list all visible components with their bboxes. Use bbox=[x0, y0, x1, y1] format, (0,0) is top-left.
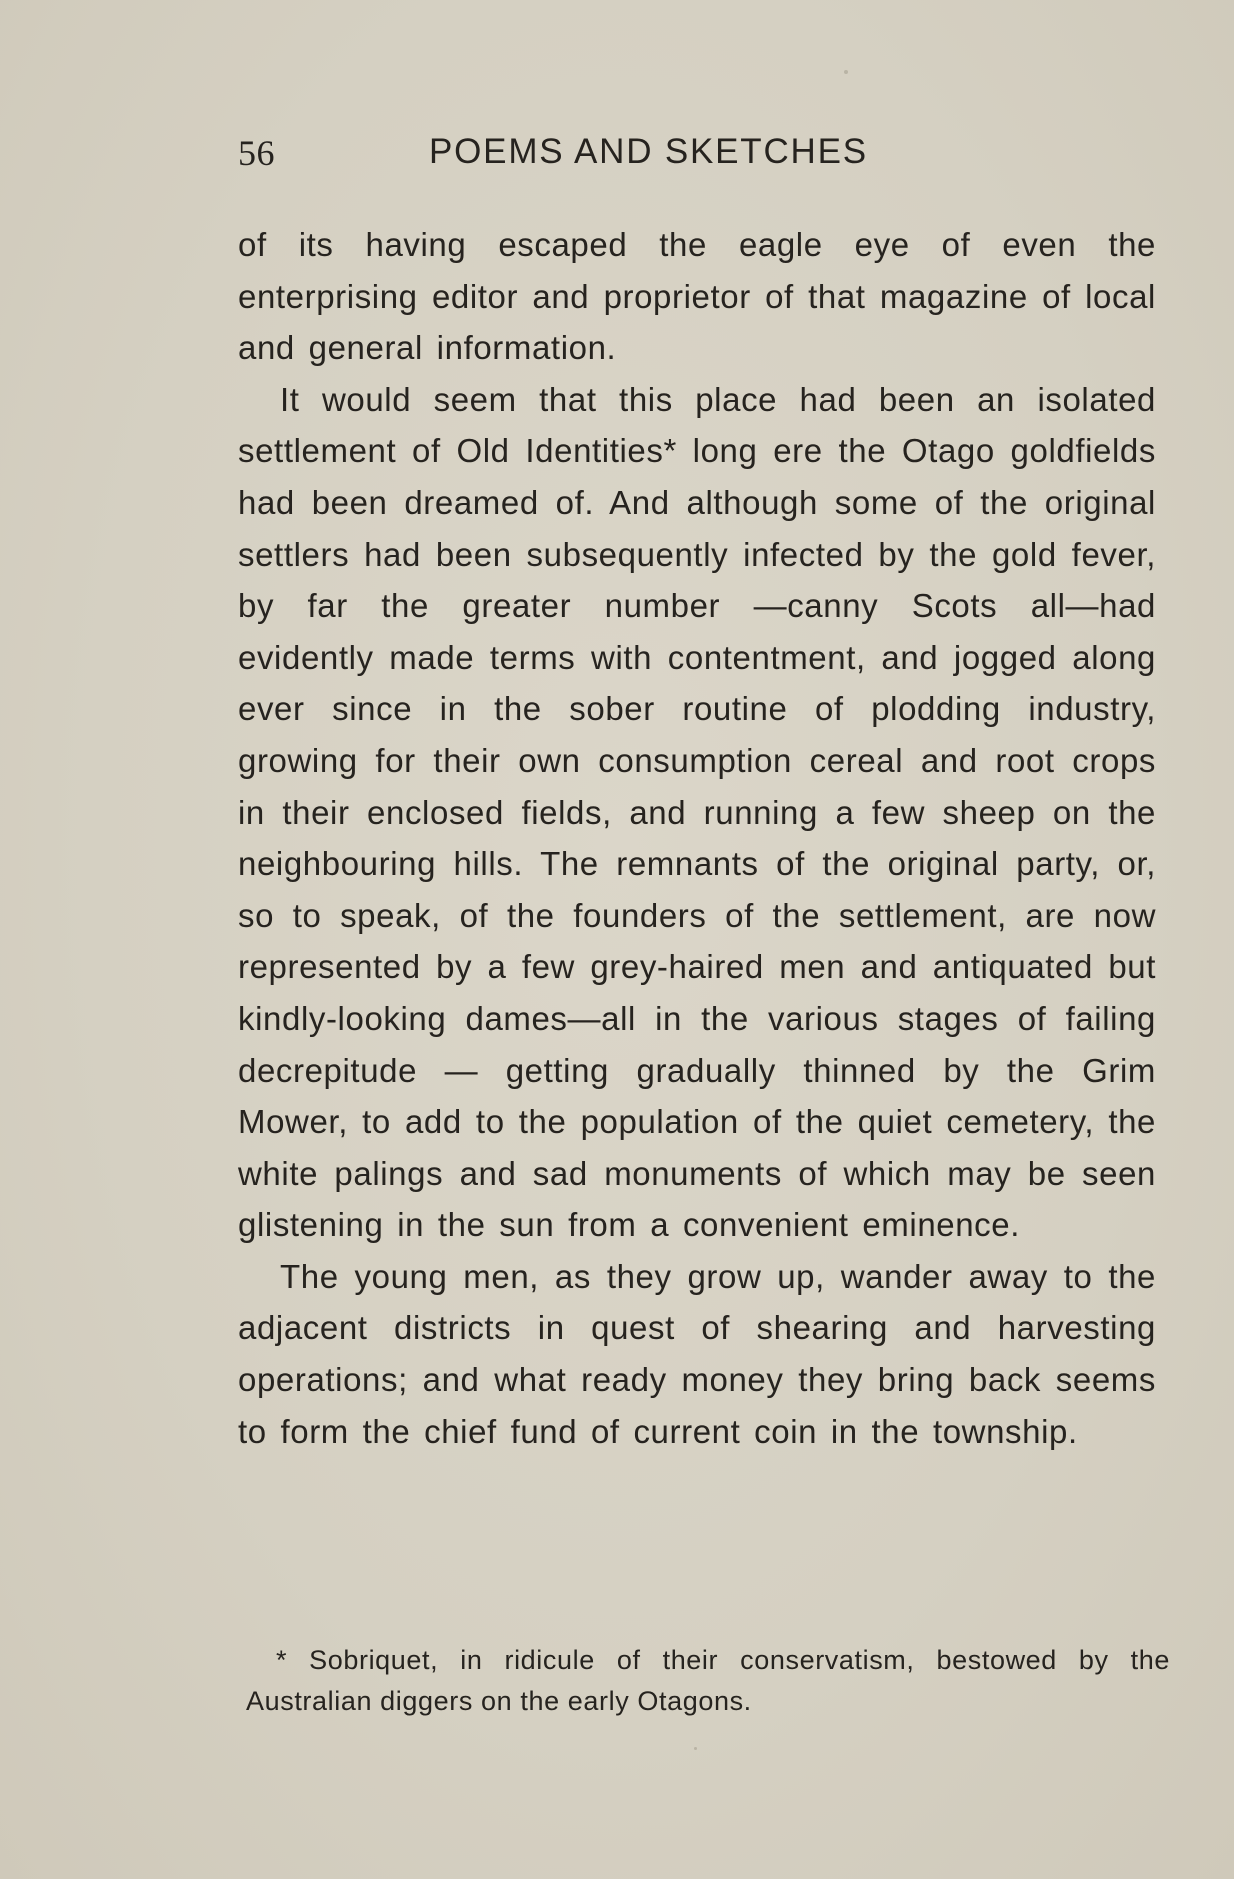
paper-speck bbox=[694, 1747, 697, 1750]
paragraph: It would seem that this place had been an isolated settlement of Old Identities* long ere the Otago goldfields had been dreamed of. And although some of the original settlers had been subsequently infected by the gold fever, by far the greater number —canny Scots all—had evidently made terms with contentment, and jogged along ever since in the sober routine of plodding industry, growing for their own consumption cereal and root crops in their enclosed fields, and running a few sheep on the neighbouring hills. The remnants of the original party, or, so to speak, of the founders of the settlement, are now represented by a few grey-haired men and antiquated but kindly-looking dames—all in the various stages of failing decrepitude — getting gradually thinned by the Grim Mower, to add to the population of the quiet cemetery, the white palings and sad monuments of which may be seen glistening in the sun from a convenient eminence. bbox=[238, 380, 1156, 1244]
page-header bbox=[238, 132, 968, 180]
page-number: 56 bbox=[238, 133, 275, 173]
paper-speck bbox=[844, 70, 848, 74]
paragraph-continued: of its having escaped the eagle eye of even the enterprising editor and proprietor of that magazine of local and general information. bbox=[238, 226, 1156, 367]
body-text bbox=[238, 219, 1156, 1457]
running-title: POEMS AND SKETCHES bbox=[429, 132, 868, 171]
paragraph: The young men, as they grow up, wander away to the adjacent districts in quest of shearing and harvesting operations; and what ready money they bring back seems to form the chief fund of current coin in the township. bbox=[238, 1257, 1156, 1450]
footnote: * Sobriquet, in ridicule of their conservatism, bestowed by the Australian diggers on the early Otagons. bbox=[246, 1645, 1170, 1716]
